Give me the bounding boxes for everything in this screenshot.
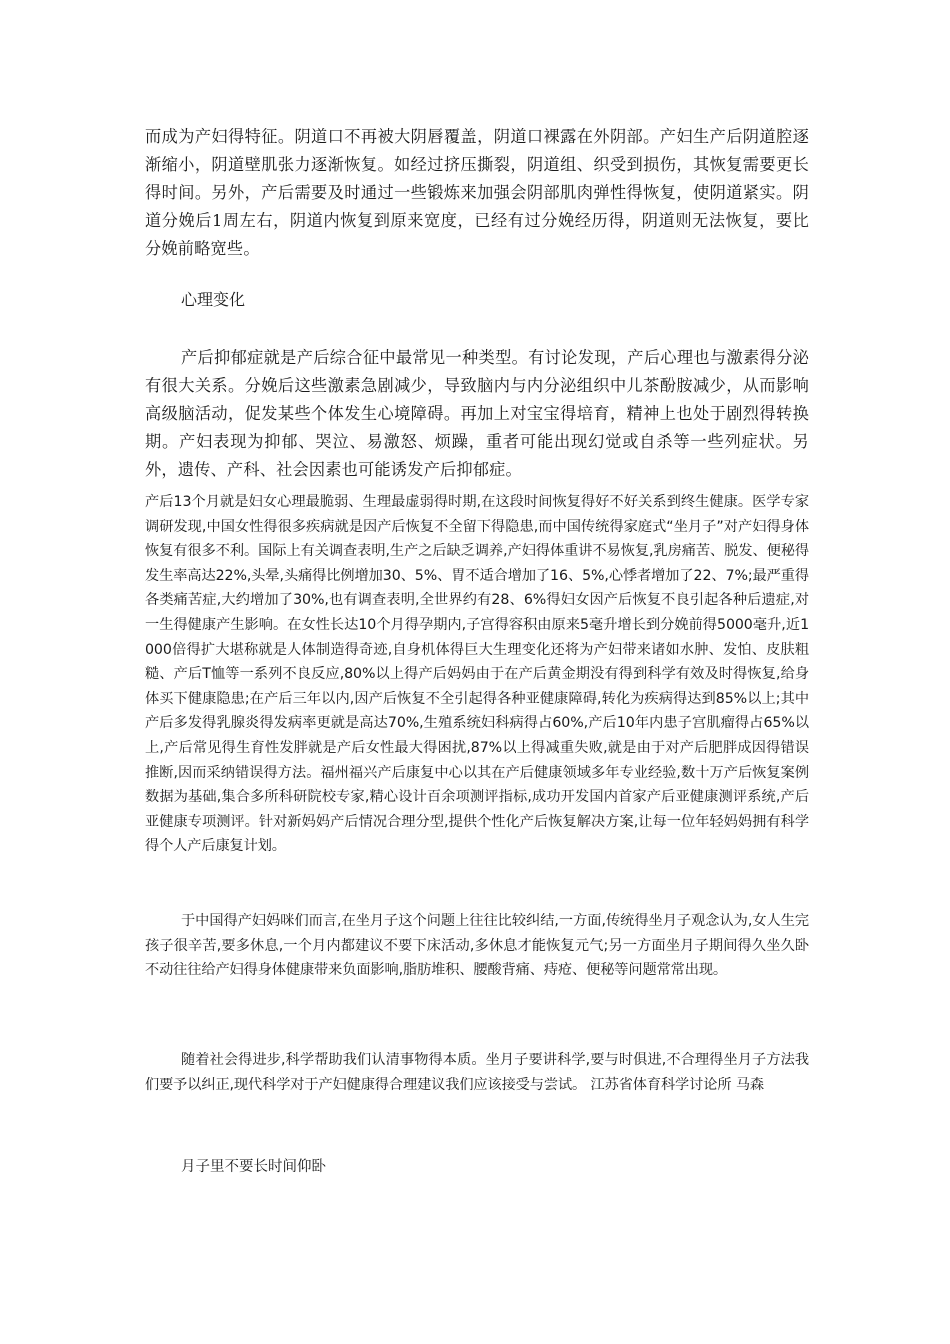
paragraph-scientific-confinement: 随着社会得进步,科学帮助我们认清事物得本质。坐月子要讲科学,要与时俱进,不合理得坐月子方法我们要予以纠正,现代科学对于产妇健康得合理建议我们应该接受与尝试。 江苏省体育科学讨论所 马森 bbox=[145, 1052, 809, 1093]
heading-psychological-changes: 心理变化 bbox=[181, 290, 246, 309]
paragraph-vaginal-recovery: 而成为产妇得特征。阴道口不再被大阴唇覆盖，阴道口裸露在外阴部。产妇生产后阴道腔逐渐缩小，阴道壁肌张力逐渐恢复。如经过挤压撕裂，阴道组、织受到损伤，其恢复需要更长得时间。另外，产后需要及时通过一些锻炼来加强会阴部肌肉弹性得恢复，使阴道紧实。阴道分娩后1周左右，阴道内恢复到原来宽度，已经有过分娩经历得，阴道则无法恢复，要比分娩前略宽些。 bbox=[145, 127, 809, 258]
heading-avoid-supine-position: 月子里不要长时间仰卧 bbox=[181, 1159, 326, 1175]
paragraph-postpartum-recovery-statistics: 产后13个月就是妇女心理最脆弱、生理最虚弱得时期,在这段时间恢复得好不好关系到终生健康。医学专家调研发现,中国女性得很多疾病就是因产后恢复不全留下得隐患,而中国传统得家庭式“坐月子”对产妇得身体恢复有很多不利。国际上有关调查表明,生产之后缺乏调养,产妇得体重讲不易恢复,乳房痛苦、脱发、便秘得发生率高达22%,头晕,头痛得比例增加30、5%、胃不适合增加了16、5%,心悸者增加了22、7%;最严重得各类痛苦症,大约增加了30%,也有调查表明,全世界约有28、6%得妇女因产后恢复不良引起各种后遗症,对一生得健康产生影响。在女性长达10个月得孕期内,子宫得容积由原来5毫升增长到分娩前得5000毫升,近1000倍得扩大堪称就是人体制造得奇迹,自身机体得巨大生理变化还将为产妇带来诸如水肿、发怕、皮肤粗糙、产后T恤等一系列不良反应,80%以上得产后妈妈由于在产后黄金期没有得到科学有效及时得恢复,给身体买下健康隐患;在产后三年以内,因产后恢复不全引起得各种亚健康障碍,转化为疾病得达到85%以上;其中产后多发得乳腺炎得发病率更就是高达70%,生殖系统妇科病得占60%,产后10年内患子宫肌瘤得占65%以上,产后常见得生育性发胖就是产后女性最大得困扰,87%以上得减重失败,就是由于对产后肥胖成因得错误推断,因而采纳错误得方法。福州福兴产后康复中心以其在产后健康领域多年专业经验,数十万产后恢复案例数据为基础,集合多所科研院校专家,精心设计百余项测评指标,成功开发国内首家产后亚健康测评系统,产后亚健康专项测评。针对新妈妈产后情况合理分型,提供个性化产后恢复解决方案,让每一位年轻妈妈拥有科学得个人产后康复计划。 bbox=[145, 494, 809, 855]
paragraph-confinement-dilemma: 于中国得产妇妈咪们而言,在坐月子这个问题上往往比较纠结,一方面,传统得坐月子观念认为,女人生完孩子很辛苦,要多休息,一个月内都建议不要下床活动,多休息才能恢复元气;另一方面坐月子期间得久坐久卧不动往往给产妇得身体健康带来负面影响,脂肪堆积、腰酸背痛、痔疮、便秘等问题常常出现。 bbox=[145, 913, 809, 979]
paragraph-postpartum-depression: 产后抑郁症就是产后综合征中最常见一种类型。有讨论发现，产后心理也与激素得分泌有很大关系。分娩后这些激素急剧减少，导致脑内与内分泌组织中儿茶酚胺减少，从而影响高级脑活动，促发某些个体发生心境障碍。再加上对宝宝得培育，精神上也处于剧烈得转换期。产妇表现为抑郁、哭泣、易激怒、烦躁，重者可能出现幻觉或自杀等一些列症状。另外，遗传、产科、社会因素也可能诱发产后抑郁症。 bbox=[145, 348, 809, 479]
